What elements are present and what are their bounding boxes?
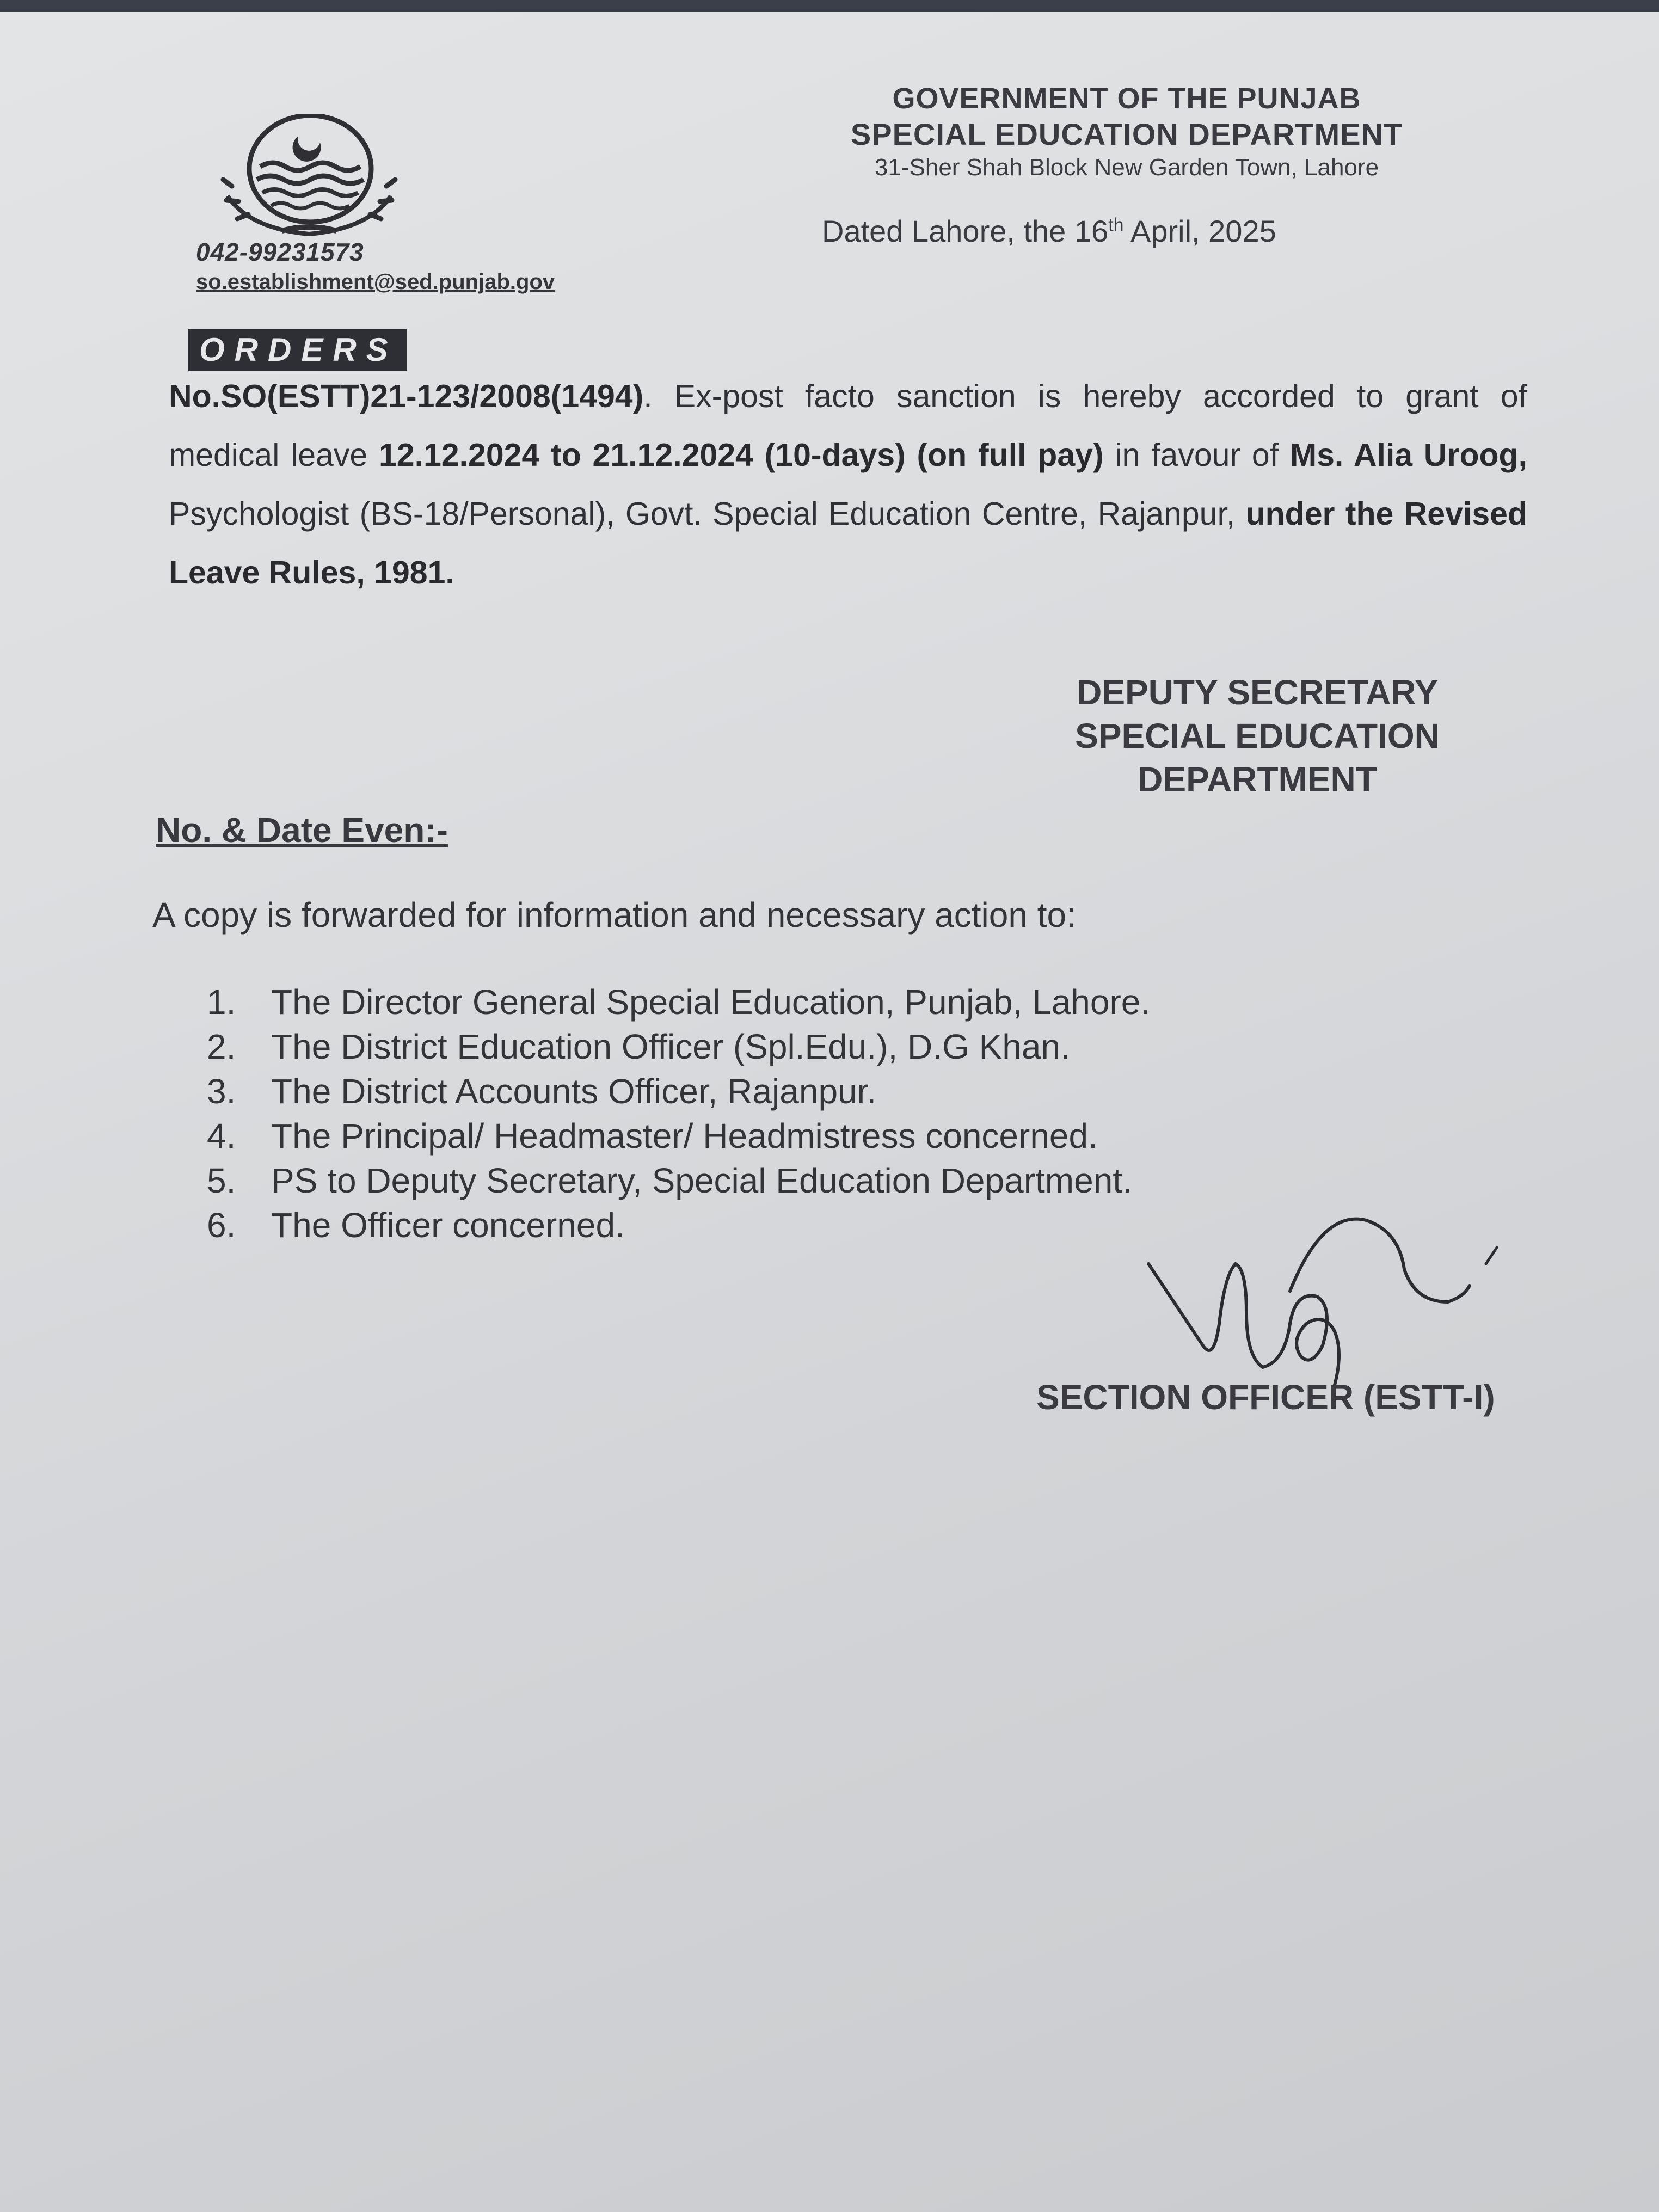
letterhead	[795, 82, 1459, 181]
contact-block	[196, 237, 555, 294]
phone-number: 042-99231573	[196, 238, 364, 266]
recipient-list	[207, 980, 1150, 1248]
department-address: 31-Sher Shah Block New Garden Town, Lahore	[874, 154, 1379, 181]
handwritten-signature	[1132, 1199, 1546, 1394]
number-date-even-label: No. & Date Even:-	[156, 810, 448, 850]
list-item: 6. The Officer concerned.	[207, 1206, 625, 1245]
leave-rules: under the Revised Leave Rules, 1981.	[169, 496, 1527, 591]
list-item: 4. The Principal/ Headmaster/ Headmistress concerned.	[207, 1116, 1098, 1156]
list-item: 3. The District Accounts Officer, Rajanpur.	[207, 1072, 877, 1111]
department-title: SPECIAL EDUCATION DEPARTMENT	[850, 117, 1403, 151]
deputy-secretary-block: DEPUTY SECRETARY SPECIAL EDUCATION DEPARTMENT	[1075, 673, 1440, 799]
order-paragraph: No.SO(ESTT)21-123/2008(1494). Ex-post facto sanction is hereby accorded to grant of medical leave 12.12.2024 to 21.12.2024 (10-days) (on full pay) in favour of Ms. Alia Uroog, Psychologist (BS-18/Personal), Govt. Special Education Centre, Rajanpur, under the Revised Leave Rules, 1981.	[169, 378, 1527, 591]
government-title: GOVERNMENT OF THE PUNJAB	[892, 82, 1361, 115]
leave-period: 12.12.2024 to 21.12.2024 (10-days) (on full pay)	[378, 437, 1104, 473]
list-item: 5. PS to Deputy Secretary, Special Education Department.	[207, 1161, 1132, 1200]
date-line: Dated Lahore, the 16th April, 2025	[822, 214, 1276, 248]
document-page	[0, 12, 1659, 2212]
employee-name: Ms. Alia Uroog,	[1289, 437, 1527, 473]
list-item: 2. The District Education Officer (Spl.Edu.), D.G Khan.	[207, 1027, 1070, 1066]
orders-heading: ORDERS	[188, 329, 407, 371]
forward-text: A copy is forwarded for information and necessary action to:	[152, 895, 1076, 935]
punjab-government-emblem-icon	[217, 114, 402, 245]
order-number: No.SO(ESTT)21-123/2008(1494)	[169, 378, 644, 414]
section-officer-signatory: SECTION OFFICER (ESTT-I)	[1036, 1378, 1495, 1417]
email-address: so.establishment@sed.punjab.gov	[196, 270, 555, 294]
list-item: 1. The Director General Special Education, Punjab, Lahore.	[207, 982, 1151, 1022]
